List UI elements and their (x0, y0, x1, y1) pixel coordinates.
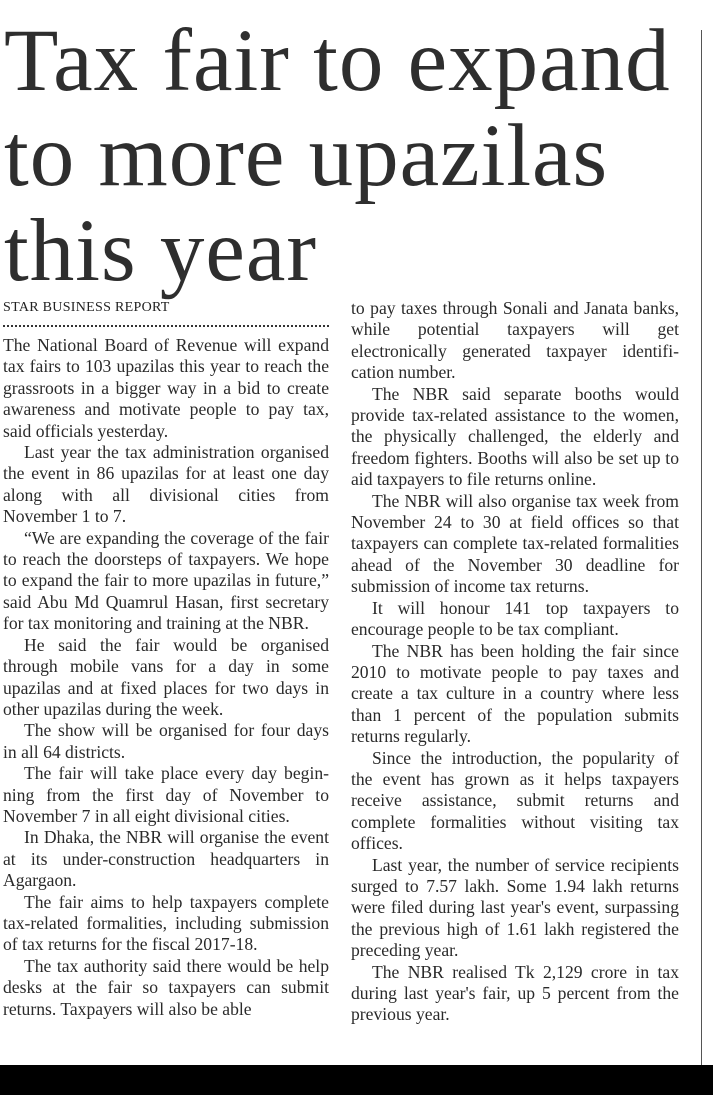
article-column-left (3, 298, 329, 1020)
paragraph: The NBR said separate booths would provide tax-related assistance to the women, the physically challenged, the elderly and freedom fighters. Booths will also be set up to aid taxpayers to file returns online. (351, 383, 679, 490)
paragraph: The NBR has been holding the fair since 2010 to motivate people to pay taxes and create a tax culture in a country where less than 1 percent of the population submits returns regularly. (351, 640, 679, 747)
paragraph: Since the introduction, the popularity of the event has grown as it helps taxpayers receive assistance, submit returns and complete formalities without visiting tax offices. (351, 747, 679, 854)
headline-line-3: this year (4, 202, 317, 300)
paragraph: The fair aims to help taxpayers complete tax-related formalities, including submission of tax returns for the fiscal 2017-18. (3, 891, 329, 955)
headline (4, 14, 694, 299)
paragraph: He said the fair would be organised through mobile vans for a day in some upazilas and at fixed places for two days in other upazilas during the week. (3, 634, 329, 719)
paragraph: In Dhaka, the NBR will organise the event at its under-construction headquarters in Agargaon. (3, 827, 329, 891)
paragraph: The show will be organised for four days in all 64 districts. (3, 720, 329, 762)
paragraph: It will honour 141 top taxpayers to encourage people to be tax compliant. (351, 597, 679, 640)
paragraph: The National Board of Revenue will expand tax fairs to 103 upazilas this year to reach the grassroots in a bigger way in a bid to create awareness and motivate people to pay tax, said officials yesterday. (3, 335, 329, 441)
paragraph: Last year the tax administration organised the event in 86 upazilas for at least one day along with all divisional cities from November 1 to 7. (3, 442, 329, 527)
article-column-right (351, 298, 679, 1026)
paragraph: The tax authority said there would be help desks at the fair so taxpayers can submit returns. Taxpayers will also be able (3, 955, 329, 1019)
paragraph: to pay taxes through Sonali and Janata banks, while potential taxpayers will get electronically generated taxpayer identification number. (351, 298, 679, 383)
column-rule (701, 30, 702, 1065)
byline: STAR BUSINESS REPORT (3, 298, 329, 327)
paragraph: “We are expanding the coverage of the fair to reach the doorsteps of taxpayers. We hope to expand the fair to more upazilas in future,” said Abu Md Quamrul Hasan, first secretary for tax monitoring and training at the NBR. (3, 527, 329, 634)
paragraph: The NBR realised Tk 2,129 crore in tax during last year's fair, up 5 percent from the previous year. (351, 961, 679, 1025)
headline-line-2: to more upazilas (4, 107, 609, 205)
paragraph: Last year, the number of service recipients surged to 7.57 lakh. Some 1.94 lakh returns were filed during last year's event, surpassing the previous high of 1.61 lakh registered the preceding year. (351, 854, 679, 961)
bottom-black-bar (0, 1065, 713, 1095)
headline-line-1: Tax fair to expand (4, 12, 671, 110)
paragraph: The fair will take place every day beginning from the first day of November to November 7 in all eight divisional cities. (3, 763, 329, 826)
paragraph: The NBR will also organise tax week from November 24 to 30 at field offices so that taxpayers can complete tax-related formalities ahead of the November 30 deadline for submission of income tax returns. (351, 490, 679, 597)
